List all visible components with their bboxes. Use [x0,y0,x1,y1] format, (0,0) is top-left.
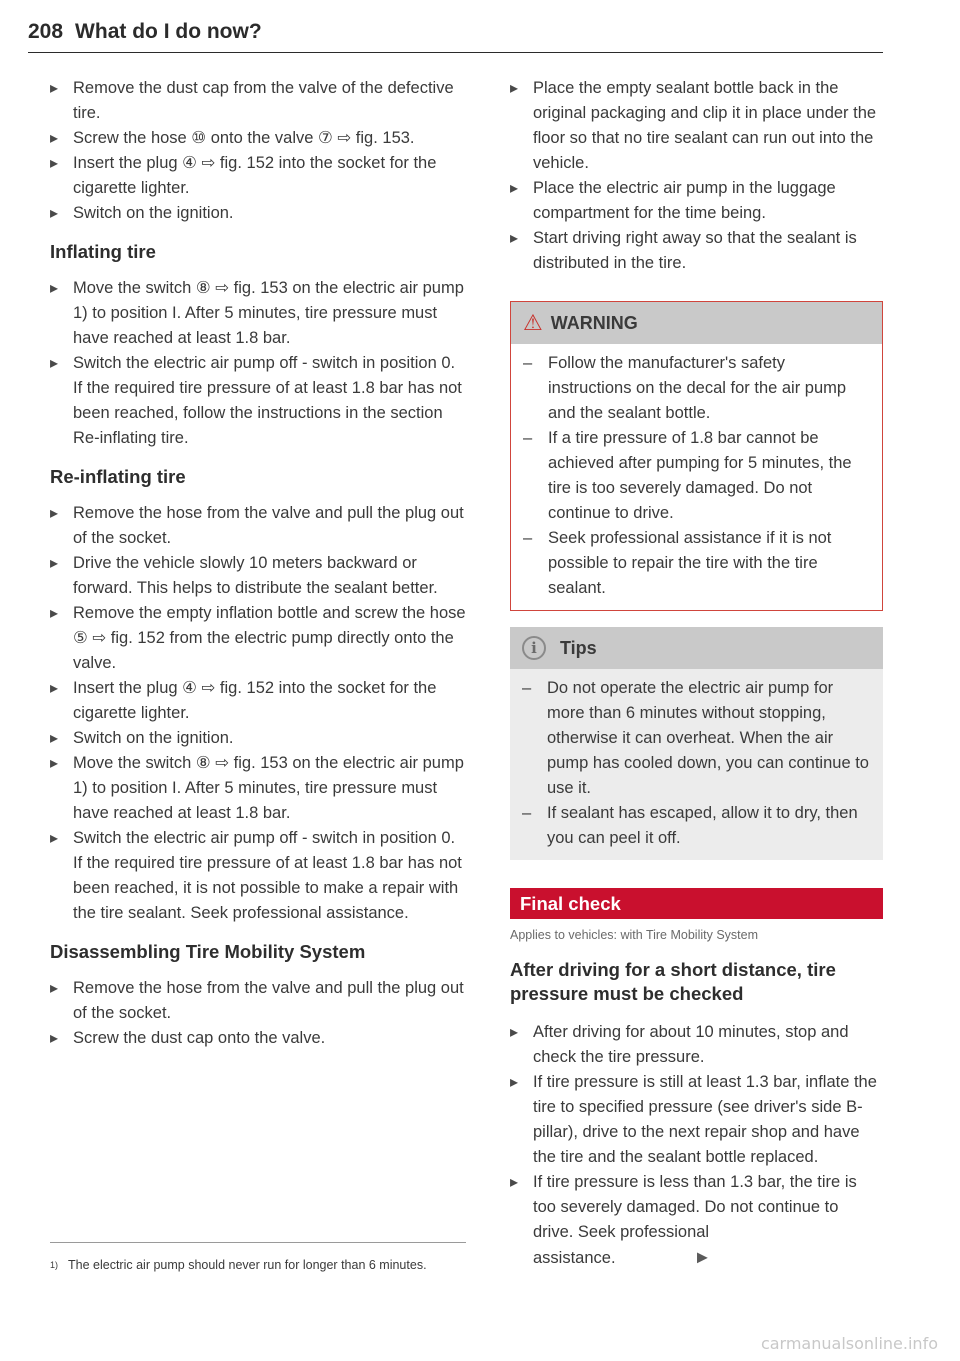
reinflating-heading: Re-inflating tire [50,466,186,487]
list-item: ▸ Screw the hose ⑩ onto the valve ⑦ ⇨ fig. 153. [50,126,466,151]
list-item: ▸ Remove the empty inflation bottle and screw the hose ⑤ ⇨ fig. 152 from the electric pump directly onto the valve. [50,601,466,676]
tips-box [510,627,883,860]
list-item: ▸ Switch the electric air pump off - switch in position 0. If the required tire pressure of at least 1.8 bar has not been reached, follow the instructions in the section Re-inflating tire. [50,351,466,451]
list-item: ▸ Switch on the ignition. [50,726,466,751]
list-item: ▸ Remove the dust cap from the valve of the defective tire. [50,76,466,126]
list-item: ▸ Start driving right away so that the sealant is distributed in the tire. [510,226,883,276]
warning-list [511,344,882,610]
inflating-heading: Inflating tire [50,241,156,262]
right-column [510,76,883,1271]
list-item: ▸ Place the empty sealant bottle back in the original packaging and clip it in place under the floor so that no tire sealant can run out into the vehicle. [510,76,883,176]
final-check-subheading: After driving for a short distance, tire pressure must be checked [510,959,836,1004]
applies-to-note: Applies to vehicles: with Tire Mobility System [510,928,759,942]
list-item: ▸ If tire pressure is still at least 1.3 bar, inflate the tire to specified pressure (see driver's side B-pillar), drive to the next repair shop and have the tire and the sealant bottle replaced. [510,1070,883,1170]
tips-header [510,627,883,669]
watermark: carmanualsonline.info [760,1334,938,1353]
warning-triangle-icon: ⚠ [523,310,543,335]
list-item: – Follow the manufacturer's safety instructions on the decal for the air pump and the sealant bottle. [523,351,870,426]
list-item: ▸ Screw the dust cap onto the valve. [50,1026,466,1051]
left-column [50,76,466,1051]
list-item: – If sealant has escaped, allow it to dry, then you can peel it off. [522,801,871,851]
footnote-marker: 1) [50,1260,59,1270]
list-item [510,1170,883,1271]
warning-box [510,301,883,611]
inflating-steps [50,276,466,451]
list-item: ▸ Insert the plug ④ ⇨ fig. 152 into the socket for the cigarette lighter. [50,151,466,201]
reinflating-steps [50,501,466,926]
final-check-steps [510,1020,883,1271]
list-item: – Do not operate the electric air pump for more than 6 minutes without stopping, otherwise it can overheat. When the air pump has cooled down, you can continue to use it. [522,676,871,801]
list-item: ▸ After driving for about 10 minutes, stop and check the tire pressure. [510,1020,883,1070]
final-check-heading: Final check [510,888,883,919]
disassembling-heading: Disassembling Tire Mobility System [50,941,366,962]
list-item: ▸ Switch on the ignition. [50,201,466,226]
page-header [28,20,883,53]
disassembling-steps [50,976,466,1051]
list-item: ▸ Remove the hose from the valve and pull the plug out of the socket. [50,501,466,551]
list-item: ▸ Drive the vehicle slowly 10 meters backward or forward. This helps to distribute the sealant better. [50,551,466,601]
info-icon: i [522,636,546,660]
page-title: What do I do now? [75,20,262,43]
list-item: ▸ Insert the plug ④ ⇨ fig. 152 into the socket for the cigarette lighter. [50,676,466,726]
footnote [50,1256,466,1275]
tips-title: Tips [560,637,597,658]
list-item-text: If tire pressure is less than 1.3 bar, the tire is too severely damaged. Do not continue to drive. Seek professional assistance. [533,1173,857,1267]
storage-steps [510,76,883,276]
page-number: 208 [28,20,64,43]
continue-arrow-icon: ► [693,1247,712,1267]
list-item: – Seek professional assistance if it is not possible to repair the tire with the tire sealant. [523,526,870,601]
intro-steps [50,76,466,226]
list-item: ▸ Place the electric air pump in the luggage compartment for the time being. [510,176,883,226]
list-item: ▸ Switch the electric air pump off - switch in position 0. If the required tire pressure of at least 1.8 bar has not been reached, it is not possible to make a repair with the tire sealant. Seek professional assistance. [50,826,466,926]
list-item: ▸ Remove the hose from the valve and pull the plug out of the socket. [50,976,466,1026]
list-item: ▸ Move the switch ⑧ ⇨ fig. 153 on the electric air pump 1) to position I. After 5 minutes, tire pressure must have reached at least 1.8 bar. [50,276,466,351]
warning-header [511,302,882,344]
list-item: ▸ Move the switch ⑧ ⇨ fig. 153 on the electric air pump 1) to position I. After 5 minutes, tire pressure must have reached at least 1.8 bar. [50,751,466,826]
list-item: – If a tire pressure of 1.8 bar cannot be achieved after pumping for 5 minutes, the tire is too severely damaged. Do not continue to drive. [523,426,870,526]
warning-title: WARNING [550,312,638,333]
footnote-text: The electric air pump should never run for longer than 6 minutes. [68,1258,427,1272]
tips-list [510,669,883,860]
footnote-divider [50,1242,466,1243]
